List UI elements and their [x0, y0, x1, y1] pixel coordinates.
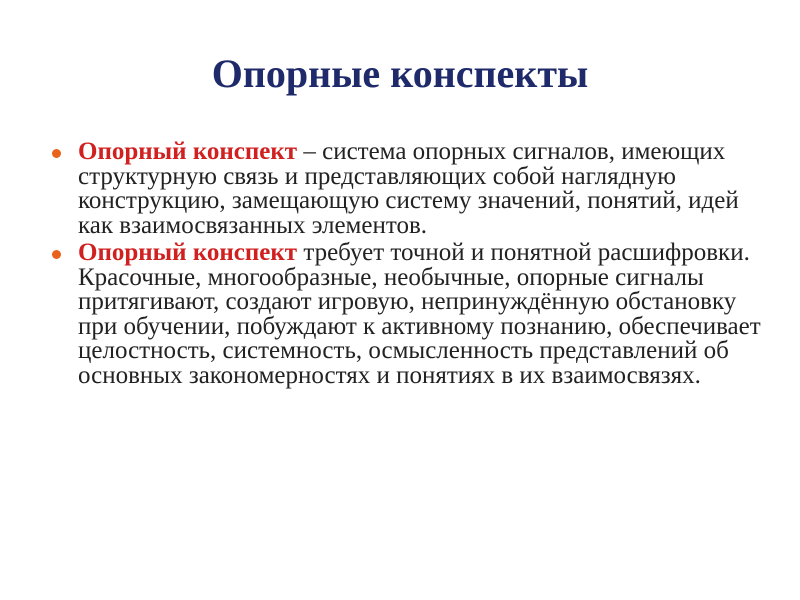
bullet-item	[52, 241, 772, 388]
bullet-term: Опорный конспект	[78, 138, 298, 165]
bullet-item	[52, 140, 772, 238]
bullet-text: требует точной и понятной расшифровки. Красочные, многообразные, необычные, опорные сигналы притягивают, создают игровую, непринуждённую обстановку при обучении, побуждают к активному познанию, обеспечивает целостность, системность, осмысленность представлений об основных закономерностях и понятиях в их взаимосвязях.	[78, 239, 761, 389]
bullet-text: – система опорных сигналов, имеющих структурную связь и представляющих собой наглядную конструкцию, замещающую систему значений, понятий, идей как взаимосвязанных элементов.	[78, 138, 739, 239]
bullet-list	[52, 140, 772, 391]
bullet-term: Опорный конспект	[78, 239, 298, 266]
bullet-dot-icon	[52, 250, 61, 259]
bullet-dot-icon	[52, 149, 61, 158]
slide-title: Опорные конспекты	[211, 51, 589, 96]
